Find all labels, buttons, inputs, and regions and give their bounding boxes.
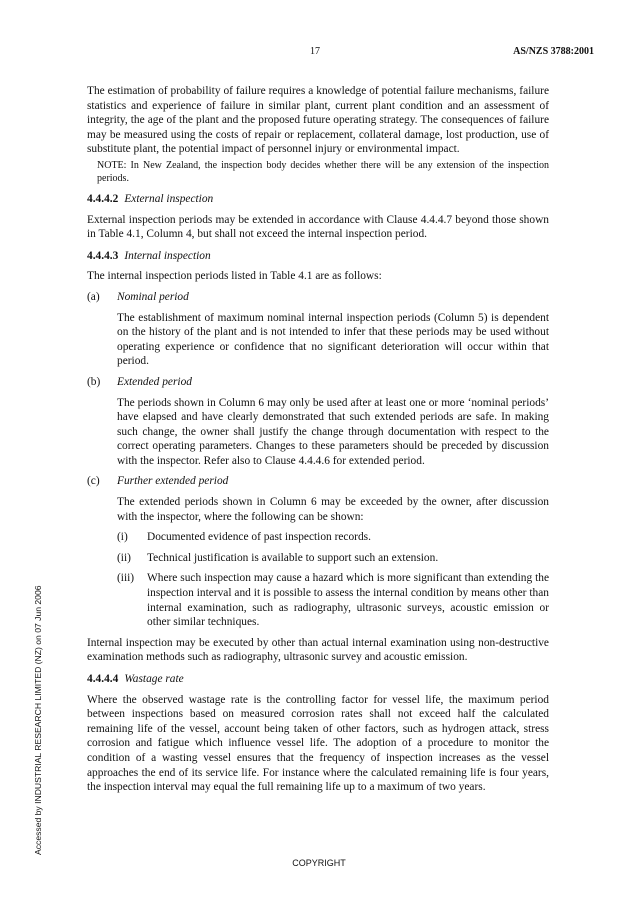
sub-item-text: Documented evidence of past inspection records. bbox=[147, 531, 371, 544]
list-marker: (a) bbox=[87, 290, 100, 303]
sub-marker: (ii) bbox=[117, 551, 131, 564]
list-label: Extended period bbox=[117, 375, 192, 388]
page-number: 17 bbox=[310, 46, 320, 57]
external-inspection-paragraph: External inspection periods may be extended in accordance with Clause 4.4.4.7 beyond those shown in Table 4.1, Column 4, but shall not exceed the internal inspection period. bbox=[87, 213, 549, 241]
access-watermark: Accessed by INDUSTRIAL RESEARCH LIMITED (NZ) on 07 Jun 2006 bbox=[33, 585, 43, 855]
list-marker: (c) bbox=[87, 475, 100, 488]
wastage-rate-paragraph: Where the observed wastage rate is the controlling factor for vessel life, the maximum period between inspections based on measured corrosion rates shall not exceed half the calculated remaining life of the vessel, account being taken of other factors, such as hydrogen attack, stress corrosion and fatigue which influence vessel life. The adoption of a procedure to monitor the condition of a wasting vessel ensures that the frequency of inspection increases as the vessel approaches the end of its service life. For instance where the calculated remaining life is four years, the inspection interval may equal the full remaining life up to a maximum of two years. bbox=[87, 693, 549, 794]
section-number: 4.4.4.2 bbox=[87, 192, 119, 205]
further-extended-paragraph: The extended periods shown in Column 6 may be exceeded by the owner, after discussion with the inspector, where the following can be shown: bbox=[117, 496, 549, 523]
list-item-b bbox=[87, 375, 549, 390]
intro-paragraph: The estimation of probability of failure requires a knowledge of potential failure mechanisms, failure statistics and experience of failure in similar plant, current plant condition and an assessment of integrity, the age of the plant and the proposed future operating strategy. The consequences of failure may be measured using the costs of repair or replacement, collateral damage, lost production, use of substitute plant, the potential impact of personnel injury or environmental impact. bbox=[87, 85, 549, 156]
sub-item-i bbox=[117, 530, 549, 545]
standard-designation: AS/NZS 3788:2001 bbox=[513, 46, 594, 57]
nominal-period-paragraph: The establishment of maximum nominal internal inspection periods (Column 5) is dependent on the history of the plant and is not intended to infer that these periods may be used without operating experience or confidence that no significant deterioration will occur within that period. bbox=[117, 311, 549, 368]
section-heading-4443 bbox=[87, 249, 549, 264]
list-item-a bbox=[87, 290, 549, 305]
section-title: Internal inspection bbox=[124, 249, 211, 262]
extended-period-paragraph: The periods shown in Column 6 may only be used after at least one or more ‘nominal periods’ have elapsed and have clearly demonstrated that such extended periods are safe. In making such change, the owner shall justify the change through documentation with respect to the correct operating parameters. Changes to these parameters should be preceded by discussion with the inspector. Refer also to Clause 4.4.4.6 for extended period. bbox=[117, 396, 549, 467]
section-title: Wastage rate bbox=[124, 673, 184, 685]
internal-inspection-closing: Internal inspection may be executed by other than actual internal examination using non-destructive examination methods such as radiography, ultrasonic survey and acoustic emission. bbox=[87, 636, 549, 664]
sub-item-ii bbox=[117, 551, 549, 566]
sub-item-text: Technical justification is available to support such an extension. bbox=[147, 551, 439, 564]
internal-inspection-intro: The internal inspection periods listed in Table 4.1 are as follows: bbox=[87, 270, 382, 283]
sub-item-iii bbox=[117, 571, 549, 629]
section-number: 4.4.4.3 bbox=[87, 249, 119, 262]
list-label: Nominal period bbox=[117, 290, 189, 303]
nz-note: NOTE: In New Zealand, the inspection body decides whether there will be any extension of the inspection periods. bbox=[97, 159, 549, 184]
sub-marker: (iii) bbox=[117, 572, 135, 585]
sub-item-text: Where such inspection may cause a hazard which is more significant than extending the inspection interval and it is possible to assess the internal condition by means other than internal examination, such as radiography, ultrasonic surveys, acoustic emission or other similar techniques. bbox=[147, 572, 549, 629]
section-heading-4444 bbox=[87, 672, 549, 687]
list-marker: (b) bbox=[87, 375, 101, 388]
sub-marker: (i) bbox=[117, 531, 128, 544]
list-item-c bbox=[87, 474, 549, 489]
list-label: Further extended period bbox=[117, 475, 229, 488]
copyright-footer: COPYRIGHT bbox=[292, 858, 346, 868]
main-content bbox=[87, 84, 549, 795]
section-heading-4442 bbox=[87, 192, 549, 207]
section-title: External inspection bbox=[124, 192, 214, 205]
section-number: 4.4.4.4 bbox=[87, 673, 119, 685]
